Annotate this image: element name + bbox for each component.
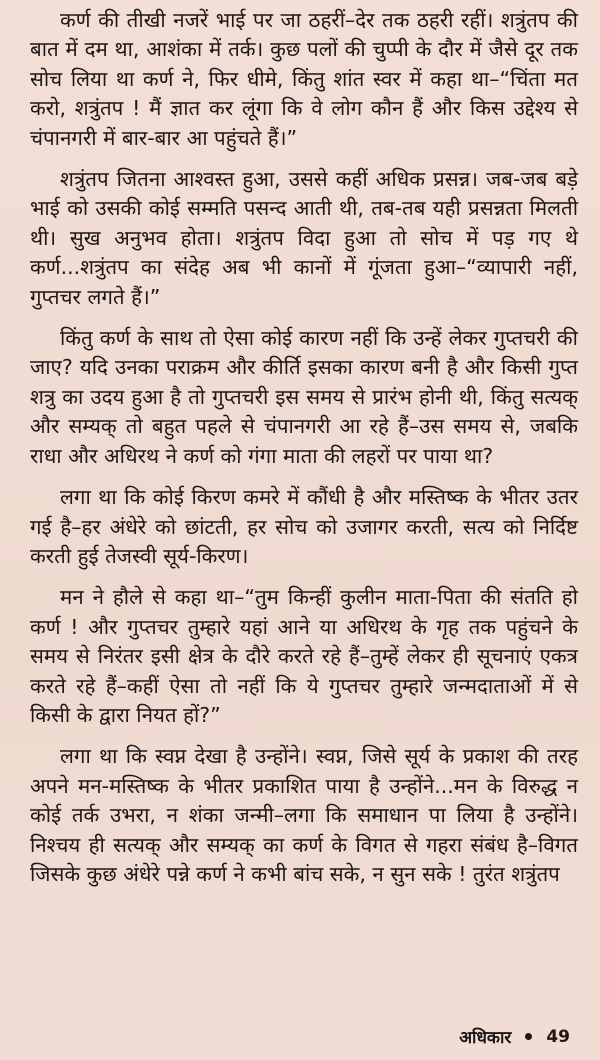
chapter-title: अधिकार	[459, 1028, 512, 1048]
paragraph: किंतु कर्ण के साथ तो ऐसा कोई कारण नहीं कि उन्हें लेकर गुप्तचरी की जाए? यदि उनका पराक्रम और कीर्ति इसका कारण बनी है और किसी गुप्त शत्रु का उदय हुआ है तो गुप्तचरी इस समय से प्रारंभ होनी थी, किंतु सत्यक् और सम्यक् तो बहुत पहले से चंपानगरी आ रहे हैं–उस समय से, जबकि राधा और अधिरथ ने कर्ण को गंगा माता की लहरों पर पाया था?	[30, 326, 578, 468]
paragraph: लगा था कि कोई किरण कमरे में कौंधी है और मस्तिष्क के भीतर उतर गई है–हर अंधेरे को छांटती, हर सोच को उजागर करती, सत्य को निर्दिष्ट करती हुई तेजस्वी सूर्य-किरण।	[30, 485, 578, 568]
paragraph: कर्ण की तीखी नजरें भाई पर जा ठहरीं–देर तक ठहरी रहीं। शत्रुंतप की बात में दम था, आशंका में तर्क। कुछ पलों की चुप्पी के दौर में जैसे दूर तक सोच लिया था कर्ण ने, फिर धीमे, किंतु शांत स्वर में कहा था–“चिंता मत करो, शत्रुंतप ! मैं ज्ञात कर लूंगा कि वे लोग कौन हैं और किस उद्देश्य से चंपानगरी में बार-बार आ पहुंचते हैं।”	[30, 8, 578, 150]
page-footer	[459, 1025, 570, 1048]
paragraph: लगा था कि स्वप्न देखा है उन्होंने। स्वप्न, जिसे सूर्य के प्रकाश की तरह अपने मन-मस्तिष्क के भीतर प्रकाशित पाया है उन्होंने...मन के विरुद्ध न कोई तर्क उभरा, न शंका जन्मी–लगा कि समाधान पा लिया है उन्होंने। निश्चय ही सत्यक् और सम्यक् का कर्ण के विगत से गहरा संबंध है–विगत जिसके कुछ अंधेरे पन्ने कर्ण ने कभी बांच सके, न सुन सके ! तुरंत शत्रुंतप	[30, 744, 578, 886]
page-number: 49	[546, 1026, 570, 1047]
paragraph: मन ने हौले से कहा था–“तुम किन्हीं कुलीन माता-पिता की संतति हो कर्ण ! और गुप्तचर तुम्हारे यहां आने या अधिरथ के गृह तक पहुंचने के समय से निरंतर इसी क्षेत्र के दौरे करते रहे हैं–तुम्हें लेकर ही सूचनाएं एकत्र करते रहे हैं–कहीं ऐसा तो नहीं कि ये गुप्तचर तुम्हारे जन्मदाताओं में से किसी के द्वारा नियत हों?”	[30, 585, 578, 727]
paragraph: शत्रुंतप जितना आश्वस्त हुआ, उससे कहीं अधिक प्रसन्न। जब-जब बड़े भाई को उसकी कोई सम्मति पसन्द आती थी, तब-तब यही प्रसन्नता मिलती थी। सुख अनुभव होता। शत्रुंतप विदा हुआ तो सोच में पड़ गए थे कर्ण...शत्रुंतप का संदेह अब भी कानों में गूंजता हुआ–“व्यापारी नहीं, गुप्तचर लगते हैं।”	[30, 167, 578, 309]
body-text	[30, 6, 578, 901]
bullet-separator	[525, 1033, 532, 1040]
